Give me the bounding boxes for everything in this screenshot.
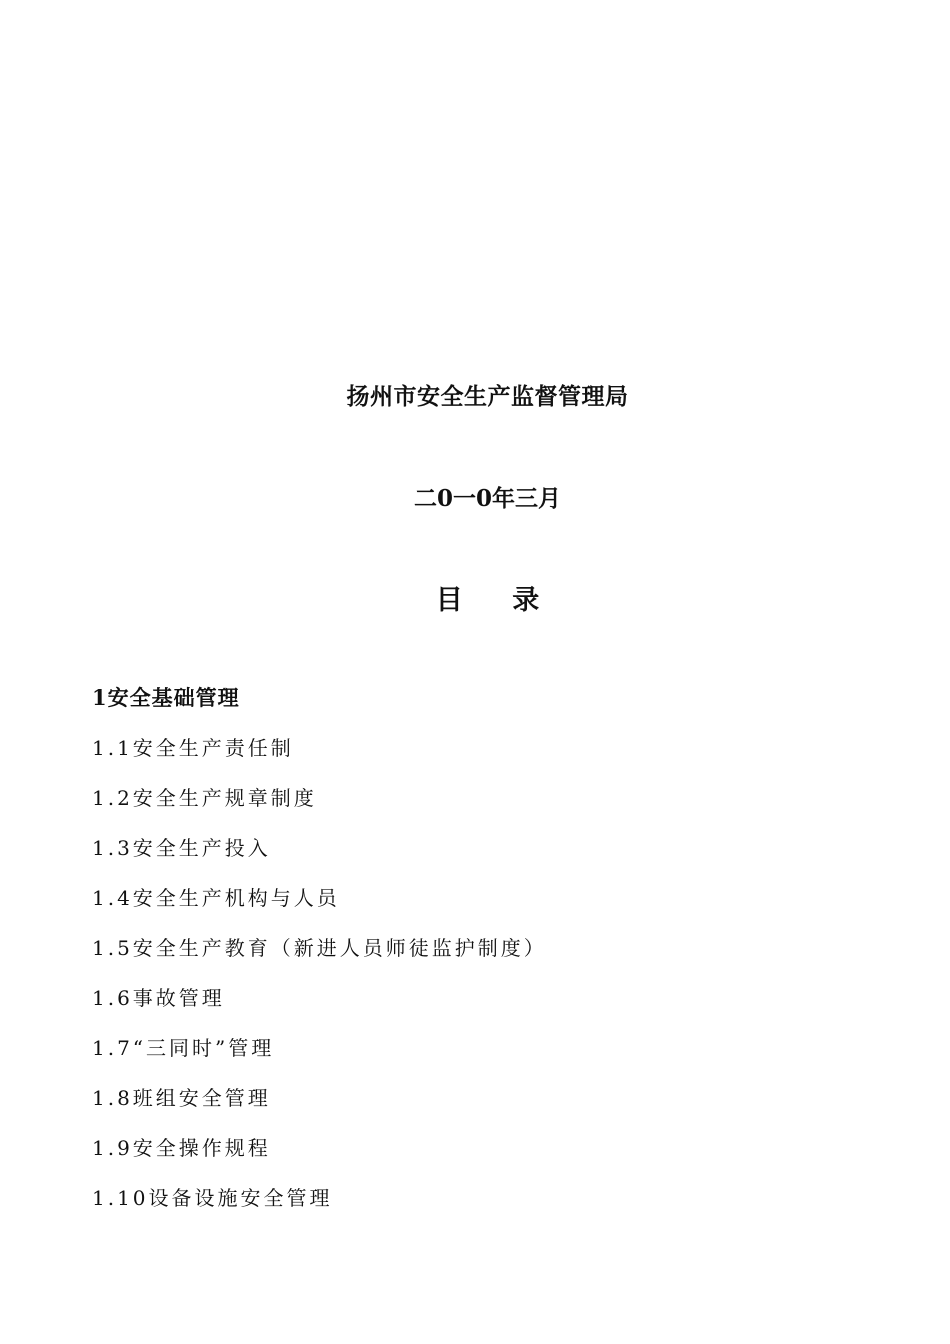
toc-item: 1.4安全生产机构与人员 <box>92 886 340 910</box>
toc-item: 1.8班组安全管理 <box>92 1086 271 1110</box>
organization-name: 扬州市安全生产监督管理局 <box>346 383 629 410</box>
document-date: 二0一0年三月 <box>413 485 561 512</box>
toc-section-heading: 1安全基础管理 <box>92 685 240 710</box>
toc-item: 1.10设备设施安全管理 <box>92 1186 333 1210</box>
toc-item: 1.3安全生产投入 <box>92 836 271 860</box>
toc-item: 1.7“三同时”管理 <box>92 1036 275 1060</box>
toc-item: 1.5安全生产教育（新进人员师徒监护制度） <box>92 936 547 960</box>
table-of-contents <box>92 682 892 1232</box>
toc-item: 1.9安全操作规程 <box>92 1136 271 1160</box>
toc-title: 目 录 <box>435 585 540 616</box>
toc-item: 1.6事故管理 <box>92 986 225 1010</box>
toc-item: 1.2安全生产规章制度 <box>92 786 317 810</box>
toc-item: 1.1安全生产责任制 <box>92 736 294 760</box>
